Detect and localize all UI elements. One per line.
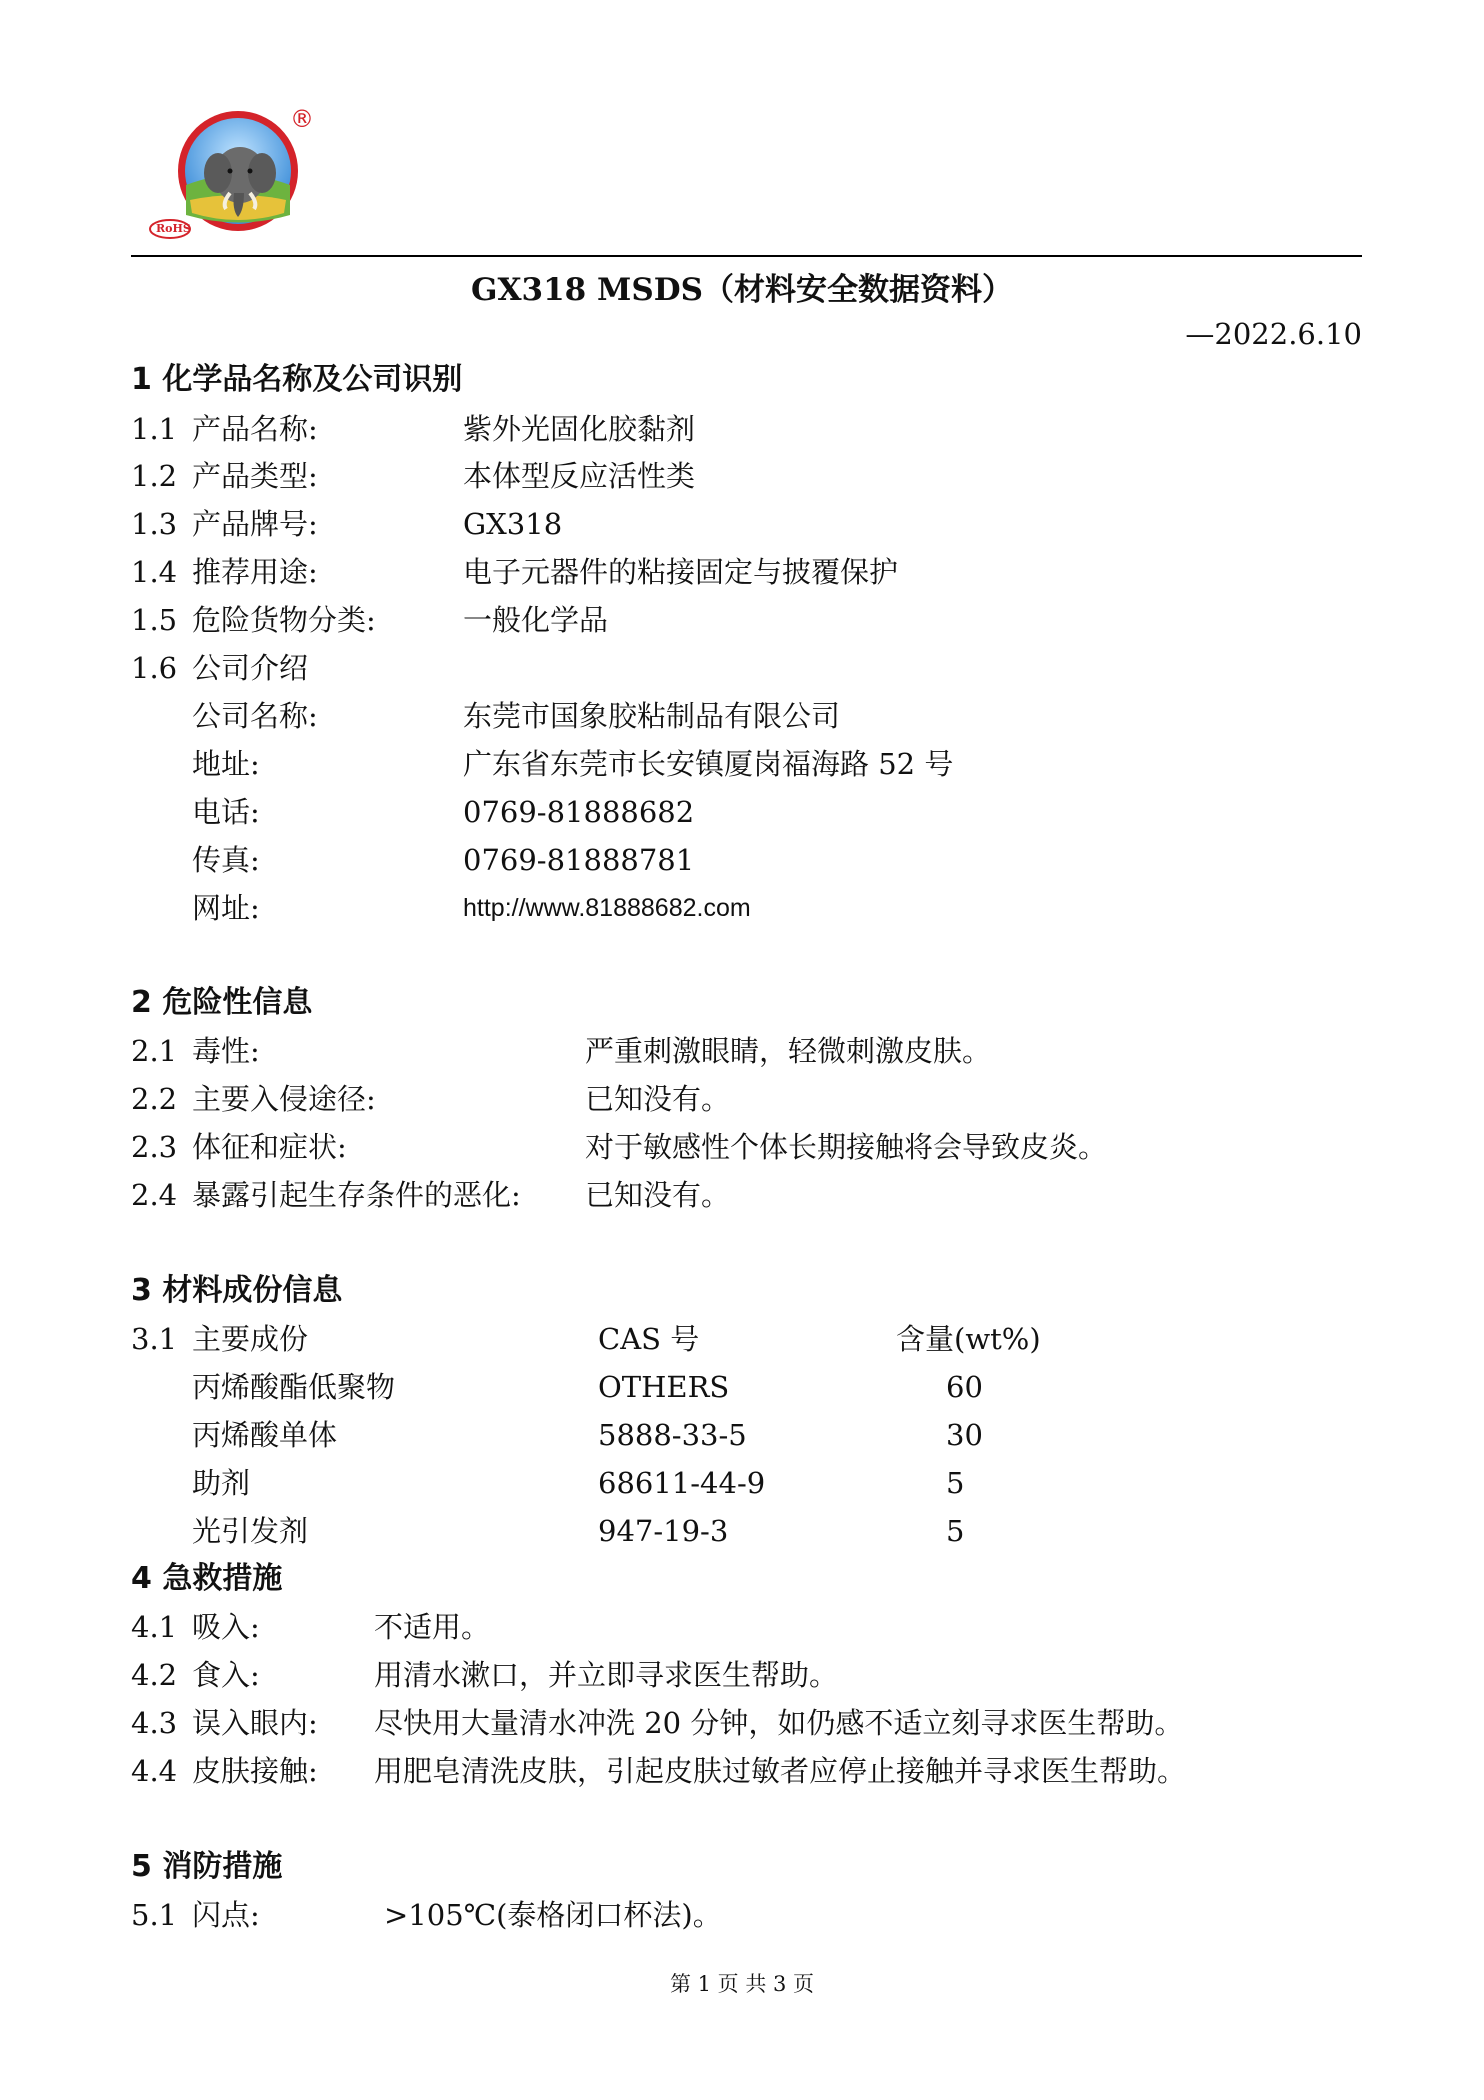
item-num: 4.1: [131, 1610, 178, 1644]
component-name: 助剂: [192, 1466, 251, 1500]
component-name: 丙烯酸单体: [192, 1418, 338, 1452]
item-num: 2.1: [131, 1034, 178, 1068]
component-content: 5: [946, 1466, 965, 1500]
item-label: 体征和症状:: [192, 1130, 347, 1164]
document-title: GX318 MSDS（材料安全数据资料）: [471, 272, 1013, 308]
item-num: 2.2: [131, 1082, 178, 1116]
phone-value: 0769-81888682: [463, 795, 695, 829]
item-value: 尽快用大量清水冲洗 20 分钟，如仍感不适立刻寻求医生帮助。: [374, 1706, 1184, 1740]
item-num: 1.3: [131, 507, 178, 541]
column-header-cas: CAS 号: [598, 1322, 700, 1356]
item-value: 已知没有。: [585, 1082, 731, 1116]
item-label: 暴露引起生存条件的恶化:: [192, 1178, 521, 1212]
item-num: 4.3: [131, 1706, 178, 1740]
header-rule: [131, 255, 1362, 257]
item-value: 严重刺激眼睛，轻微刺激皮肤。: [585, 1034, 992, 1068]
item-value: 本体型反应活性类: [463, 459, 696, 493]
address-value: 广东省东莞市长安镇厦岗福海路 52 号: [463, 747, 954, 781]
section-5-heading: 5 消防措施: [131, 1849, 283, 1884]
website-link[interactable]: http://www.81888682.com: [463, 894, 751, 922]
rohs-label: RoHS: [156, 222, 191, 235]
item-label: 误入眼内:: [192, 1706, 318, 1740]
section-3-heading: 3 材料成份信息: [131, 1273, 343, 1308]
phone-label: 电话:: [192, 795, 260, 829]
component-cas: 947-19-3: [598, 1514, 729, 1548]
website-label: 网址:: [192, 891, 260, 925]
component-cas: 5888-33-5: [598, 1418, 747, 1452]
component-cas: OTHERS: [598, 1370, 730, 1404]
registered-mark: ®: [290, 105, 314, 133]
column-header-content: 含量(wt%): [896, 1322, 1041, 1356]
item-num: 1.1: [131, 412, 178, 446]
item-label: 毒性:: [192, 1034, 260, 1068]
component-content: 60: [946, 1370, 983, 1404]
item-num: 2.3: [131, 1130, 178, 1164]
item-label: 公司介绍: [192, 651, 309, 685]
item-label: 主要入侵途径:: [192, 1082, 376, 1116]
item-num: 1.5: [131, 603, 178, 637]
column-header-component: 主要成份: [192, 1322, 309, 1356]
company-name-label: 公司名称:: [192, 699, 318, 733]
item-value: 不适用。: [374, 1610, 491, 1644]
item-value: 已知没有。: [585, 1178, 731, 1212]
item-label: 危险货物分类:: [192, 603, 376, 637]
component-name: 光引发剂: [192, 1514, 309, 1548]
item-label: 食入:: [192, 1658, 260, 1692]
item-value: 紫外光固化胶黏剂: [463, 412, 696, 446]
item-value: 用肥皂清洗皮肤，引起皮肤过敏者应停止接触并寻求医生帮助。: [374, 1754, 1187, 1788]
item-value: GX318: [463, 507, 563, 541]
item-label: 产品牌号:: [192, 507, 318, 541]
item-num: 3.1: [131, 1322, 178, 1356]
item-label: 吸入:: [192, 1610, 260, 1644]
item-num: 1.2: [131, 459, 178, 493]
component-cas: 68611-44-9: [598, 1466, 766, 1500]
section-2-heading: 2 危险性信息: [131, 985, 313, 1020]
address-label: 地址:: [192, 747, 260, 781]
item-value: 对于敏感性个体长期接触将会导致皮炎。: [585, 1130, 1108, 1164]
component-content: 30: [946, 1418, 983, 1452]
item-value: >105℃(泰格闭口杯法)。: [384, 1898, 722, 1932]
page-footer: 第 1 页 共 3 页: [669, 1972, 815, 1996]
item-num: 4.2: [131, 1658, 178, 1692]
item-num: 1.4: [131, 555, 178, 589]
item-value: 用清水漱口，并立即寻求医生帮助。: [374, 1658, 839, 1692]
section-1-heading: 1 化学品名称及公司识别: [131, 362, 463, 397]
company-name-value: 东莞市国象胶粘制品有限公司: [463, 699, 841, 733]
item-value: 电子元器件的粘接固定与披覆保护: [463, 555, 899, 589]
item-label: 推荐用途:: [192, 555, 318, 589]
component-content: 5: [946, 1514, 965, 1548]
document-date: —2022.6.10: [1185, 317, 1362, 351]
section-4-heading: 4 急救措施: [131, 1561, 283, 1596]
item-num: 5.1: [131, 1898, 178, 1932]
item-value: 一般化学品: [463, 603, 609, 637]
item-num: 1.6: [131, 651, 178, 685]
item-num: 2.4: [131, 1178, 178, 1212]
fax-value: 0769-81888781: [463, 843, 695, 877]
fax-label: 传真:: [192, 843, 260, 877]
item-label: 产品名称:: [192, 412, 318, 446]
item-label: 产品类型:: [192, 459, 318, 493]
item-label: 皮肤接触:: [192, 1754, 318, 1788]
item-num: 4.4: [131, 1754, 178, 1788]
component-name: 丙烯酸酯低聚物: [192, 1370, 396, 1404]
item-label: 闪点:: [192, 1898, 260, 1932]
